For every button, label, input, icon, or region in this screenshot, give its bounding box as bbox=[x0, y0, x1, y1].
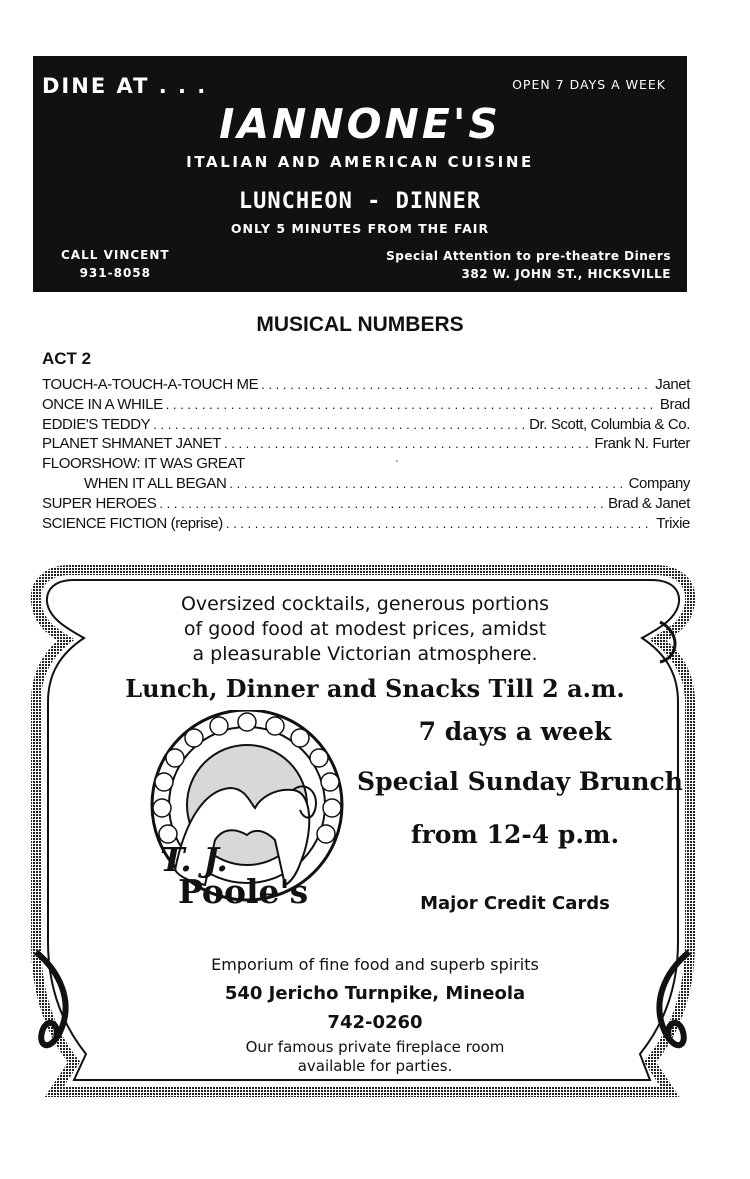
iannones-address: 382 W. JOHN ST., HICKSVILLE bbox=[461, 267, 671, 281]
credit-cards-label: Major Credit Cards bbox=[420, 893, 610, 914]
call-name: CALL VINCENT bbox=[61, 248, 170, 262]
special-info bbox=[386, 247, 671, 283]
song-row bbox=[42, 514, 690, 534]
song-title: FLOORSHOW: IT WAS GREAT bbox=[42, 455, 245, 473]
leader-dots bbox=[159, 494, 605, 514]
song-performer: Dr. Scott, Columbia & Co. bbox=[529, 415, 690, 433]
song-performer: Company bbox=[628, 474, 690, 492]
brunch-time: from 12-4 p.m. bbox=[410, 820, 620, 849]
distance-label: ONLY 5 MINUTES FROM THE FAIR bbox=[230, 221, 490, 236]
private-line: Our famous private fireplace room bbox=[245, 1038, 505, 1056]
restaurant-name: IANNONE'S bbox=[219, 100, 501, 148]
song-title: ONCE IN A WHILE bbox=[42, 395, 163, 413]
song-title: SUPER HEROES bbox=[42, 494, 157, 512]
song-row bbox=[42, 395, 690, 415]
song-performer: Brad & Janet bbox=[608, 494, 690, 512]
emporium-tagline: Emporium of fine food and superb spirits bbox=[211, 955, 539, 974]
brunch-label: Special Sunday Brunch bbox=[357, 767, 683, 796]
song-row bbox=[42, 454, 690, 474]
private-room-note bbox=[0, 1038, 750, 1076]
intro-line: of good food at modest prices, amidst bbox=[183, 618, 547, 640]
intro-line: Oversized cocktails, generous portions bbox=[180, 593, 550, 615]
song-title: WHEN IT ALL BEGAN bbox=[84, 474, 227, 492]
song-row bbox=[42, 434, 690, 454]
song-performer: Janet bbox=[655, 376, 690, 393]
days-label: 7 days a week bbox=[418, 717, 612, 746]
poole-intro bbox=[0, 592, 730, 667]
song-row bbox=[42, 494, 690, 514]
leader-dots bbox=[229, 474, 625, 494]
logo-name: Poole's bbox=[178, 872, 309, 911]
cuisine-label: ITALIAN AND AMERICAN CUISINE bbox=[186, 153, 534, 171]
leader-dots bbox=[224, 434, 591, 454]
song-title: TOUCH-A-TOUCH-A-TOUCH ME bbox=[42, 376, 259, 393]
song-list bbox=[42, 375, 690, 533]
act-heading: ACT 2 bbox=[42, 349, 92, 368]
open-days-label: OPEN 7 DAYS A WEEK bbox=[512, 77, 666, 92]
print-speck bbox=[396, 460, 398, 462]
song-row bbox=[42, 474, 690, 494]
poole-phone: 742-0260 bbox=[327, 1012, 423, 1033]
song-title: PLANET SHMANET JANET bbox=[42, 435, 221, 453]
song-row bbox=[42, 375, 690, 395]
special-attention: Special Attention to pre-theatre Diners bbox=[386, 249, 671, 263]
musical-numbers-heading: MUSICAL NUMBERS bbox=[256, 313, 464, 336]
leader-dots bbox=[226, 514, 653, 534]
song-performer: Brad bbox=[659, 395, 690, 413]
logo-initials: T. J. bbox=[160, 840, 228, 879]
song-row bbox=[42, 415, 690, 435]
leader-dots bbox=[166, 395, 657, 415]
hours-headline: Lunch, Dinner and Snacks Till 2 a.m. bbox=[125, 674, 625, 703]
poole-address: 540 Jericho Turnpike, Mineola bbox=[224, 983, 526, 1004]
intro-line: a pleasurable Victorian atmosphere. bbox=[192, 643, 538, 665]
song-title: EDDIE'S TEDDY bbox=[42, 415, 151, 433]
song-performer: Frank N. Furter bbox=[594, 435, 690, 453]
call-info bbox=[61, 246, 170, 282]
song-performer: Trixie bbox=[656, 514, 690, 532]
iannones-ad bbox=[33, 56, 687, 292]
private-line: available for parties. bbox=[297, 1057, 453, 1075]
leader-dots bbox=[261, 375, 652, 395]
call-phone: 931-8058 bbox=[79, 266, 152, 280]
leader-dots bbox=[153, 415, 526, 435]
meals-label: LUNCHEON - DINNER bbox=[238, 189, 482, 214]
dine-at-label: DINE AT . . . bbox=[42, 74, 208, 98]
song-title: SCIENCE FICTION (reprise) bbox=[42, 514, 223, 532]
